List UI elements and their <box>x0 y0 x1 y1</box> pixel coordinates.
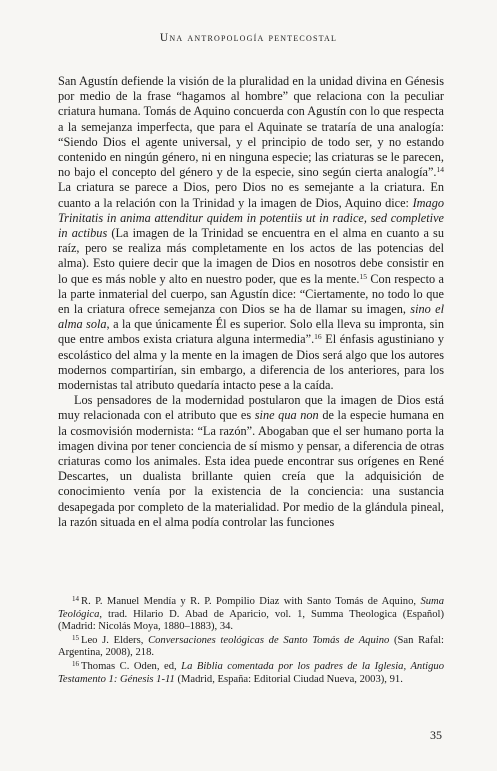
footnote-number: 16 <box>72 659 79 668</box>
footnotes <box>58 596 444 687</box>
text-run: San Agustín defiende la visión de la pluralidad en la unidad divina en Génesis por medio de la frase “hagamos al hombre” que relaciona con la peculiar criatura humana. Tomás de Aquino concuerda con Agustín con lo que respecta a la semejanza imperfecta, que para el Aquinate se trataría de una analogía: “Siendo Dios el agente universal, y el principio de todo ser, y no estando contenido en ningún género, ni en ninguna especie; las criaturas se le parecen, no bajo el concepto del género y de la especie, sino según cierta analogía”. <box>58 74 444 180</box>
body-text <box>58 74 444 530</box>
paragraph-1 <box>58 74 444 393</box>
page-number: 35 <box>430 728 442 742</box>
text-run: La criatura se parece a Dios, pero Dios no es semejante a la criatura. En cuanto a la relación con la Trinidad y la imagen de Dios, Aquino dice: <box>58 180 444 210</box>
text-run: (La imagen de la Trinidad se encuentra en el alma en cuanto a su raíz, pero se realiza más completamente en los actos de las potencias del alma). Esto quiere decir que la imagen de Dios en nosotros debe consistir en lo que es más noble y alto en nuestro poder, que es la mente. <box>58 226 444 286</box>
footnote-reference: 15 <box>359 271 367 281</box>
text-run: , a la que únicamente Él es superior. Solo ella lleva su impronta, sin que entre ambos exista criatura alguna intermedia”. <box>58 317 444 347</box>
text-run: R. P. Manuel Mendía y R. P. Pompilio Diaz with Santo Tomás de Aquino, <box>81 596 421 607</box>
italic-text: Conversaciones teológicas de Santo Tomás de Aquino <box>148 634 390 646</box>
footnote-15 <box>58 635 444 660</box>
text-run: de la especie humana en la cosmovisión modernista: “La razón”. Abogaban que el ser humano porta la imagen divina por tener conciencia de sí mismo y pensar, a diferencia de otras criaturas como los animales. Esta idea puede encontrar sus orígenes en René Descartes, un dualista brillante quien creía que la adquisición de conocimiento venía por la existencia de la conciencia: una sustancia desapegada por completo de la materialidad. Por medio de la glándula pineal, la razón situada en el alma podía controlar las funciones <box>58 408 444 529</box>
text-run: Leo J. Elders, <box>81 634 149 646</box>
text-run: , trad. Hilario D. Abad de Aparicio, vol. 1, Summa Theologica (Español) (Madrid: Nicolás Moya, 1880–1883), 34. <box>58 608 444 633</box>
footnote-14 <box>58 596 444 634</box>
text-run: El énfasis agustiniano y escolástico del alma y la mente en la imagen de Dios será algo que los autores modernos compartirían, sin embargo, a diferencia de los anteriores, para los modernistas tal atributo quedaría intacto pese a la caída. <box>58 332 444 393</box>
text-run: (Madrid, España: Editorial Ciudad Nueva, 2003), 91. <box>174 673 403 685</box>
footnote-reference: 16 <box>314 332 322 342</box>
footnote-number: 15 <box>72 633 79 642</box>
footnote-reference: 14 <box>436 165 444 175</box>
footnote-number: 14 <box>72 595 79 603</box>
italic-text: Imago Trinitatis in anima attenditur quidem in potentiis ut in radice, sed completive in actibus <box>58 195 444 241</box>
italic-text: sine qua non <box>254 408 319 423</box>
text-run: Los pensadores de la modernidad postularon que la imagen de Dios está muy relacionada con el atributo que es <box>58 393 444 423</box>
text-run: Thomas C. Oden, ed, <box>81 660 182 672</box>
italic-text: La Biblia comentada por los padres de la Iglesia, Antiguo Testamento 1: Génesis 1-11 <box>58 660 445 685</box>
text-run: Con respecto a la parte inmaterial del cuerpo, san Agustín dice: “Ciertamente, no todo lo que en la criatura ofrece semejanza con Dios se ha de llamar su imagen, <box>58 271 445 317</box>
italic-text: sino el alma sola <box>58 302 445 332</box>
footnote-16 <box>58 661 444 686</box>
text-run: (San Rafal: Argentina, 2008), 218. <box>58 634 444 659</box>
italic-text: Suma Teológica <box>58 596 444 620</box>
paragraph-2 <box>58 393 444 530</box>
running-head: Una antropología pentecostal <box>159 32 338 44</box>
